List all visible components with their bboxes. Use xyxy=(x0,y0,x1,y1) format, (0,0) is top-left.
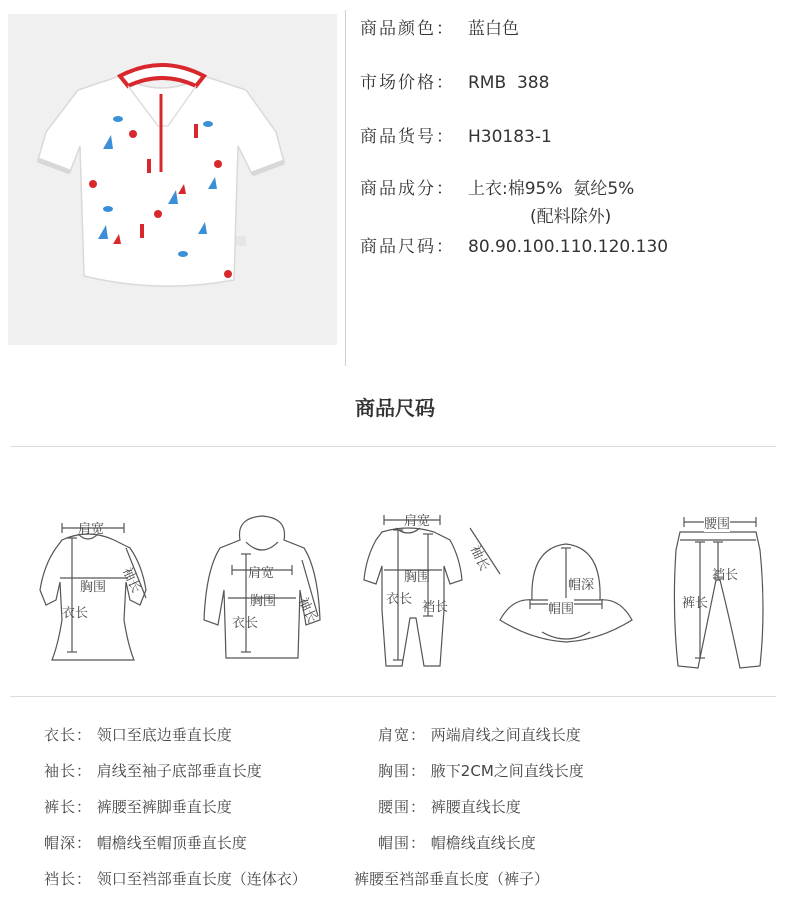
definition-length: 衣长： 领口至底边垂直长度 xyxy=(44,726,232,744)
composition-note: (配料除外) xyxy=(530,207,612,227)
size-section-title: 商品尺码 xyxy=(355,396,435,420)
hat-depth-label: 帽深 xyxy=(568,578,595,593)
polo-shirt-image xyxy=(8,14,337,345)
romper-shoulder-label: 肩宽 xyxy=(404,514,431,529)
product-photo xyxy=(8,14,337,345)
spec-row-composition: 商品成分： 上衣:棉95% 氨纶5% xyxy=(360,179,635,199)
romper-length-label: 衣长 xyxy=(386,592,413,607)
definition-pants-length: 裤长： 裤腰至裤脚垂直长度 xyxy=(44,798,232,816)
size-diagram-lines xyxy=(0,470,790,690)
definition-shoulder: 肩宽： 两端肩线之间直线长度 xyxy=(378,726,581,744)
dress-length-label: 衣长 xyxy=(62,606,89,621)
definition-sleeve: 袖长： 肩线至袖子底部垂直长度 xyxy=(44,762,262,780)
definition-hat-circumference: 帽围： 帽檐线直线长度 xyxy=(378,834,536,852)
romper-chest-label: 胸围 xyxy=(404,570,431,585)
definition-chest: 胸围： 腋下2CM之间直线长度 xyxy=(378,762,584,780)
dress-shoulder-label: 肩宽 xyxy=(78,522,105,537)
jacket-sleeve-label: 袖长 xyxy=(294,595,320,626)
divider-top xyxy=(10,446,776,447)
size-diagrams xyxy=(0,470,790,690)
jacket-chest-label: 胸围 xyxy=(250,594,277,609)
spec-row-sku: 商品货号： H30183-1 xyxy=(360,127,552,147)
dress-outline xyxy=(40,534,146,660)
jacket-shoulder-label: 肩宽 xyxy=(248,566,275,581)
dress-chest-label: 胸围 xyxy=(80,580,107,595)
definition-rise-pants: 裤腰至裆部垂直长度（裤子） xyxy=(354,870,550,888)
definition-waist: 腰围： 裤腰直线长度 xyxy=(378,798,521,816)
pants-waist-label: 腰围 xyxy=(704,513,730,532)
jacket-length-label: 衣长 xyxy=(232,616,259,631)
jacket-outline xyxy=(204,516,320,658)
romper-rise-label: 裆长 xyxy=(422,600,449,615)
hat-circumference-label: 帽围 xyxy=(548,598,574,617)
definition-hat-depth: 帽深： 帽檐线至帽顶垂直长度 xyxy=(44,834,247,852)
spec-row-color: 商品颜色： 蓝白色 xyxy=(360,19,519,39)
definition-rise-romper: 裆长： 领口至裆部垂直长度（连体衣） xyxy=(44,870,307,888)
spec-row-sizes: 商品尺码： 80.90.100.110.120.130 xyxy=(360,237,669,257)
pants-rise-label: 裆长 xyxy=(712,568,739,583)
pants-length-label: 裤长 xyxy=(682,596,709,611)
spec-row-price: 市场价格： RMB 388 xyxy=(360,73,550,93)
divider-bottom xyxy=(10,696,776,697)
romper-sleeve-label: 袖长 xyxy=(466,543,492,574)
dress-sleeve-label: 袖长 xyxy=(118,565,144,596)
vertical-divider xyxy=(345,10,346,366)
